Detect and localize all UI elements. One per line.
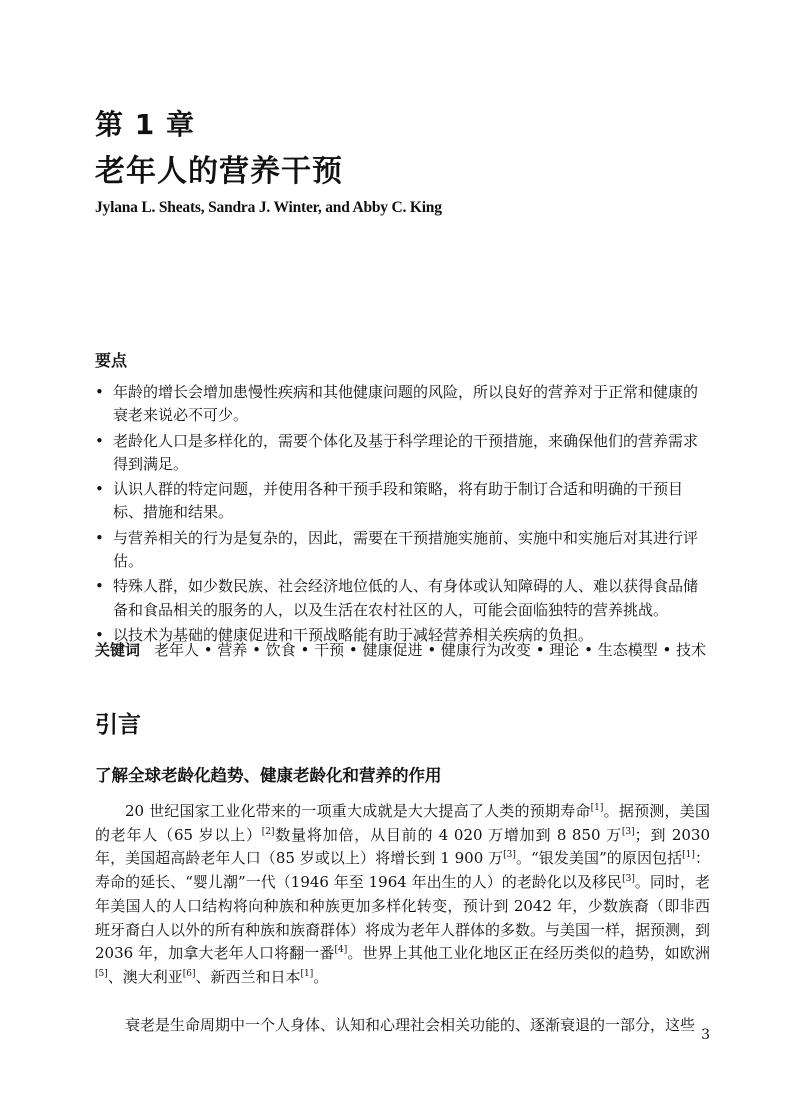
paragraph-text: 、新西兰和日本: [195, 967, 301, 986]
key-point-item: [95, 527, 710, 574]
citation-ref: [4]: [334, 945, 348, 956]
bullet-icon: •: [95, 383, 104, 401]
citation-ref: [1]: [300, 968, 314, 979]
citation-ref: [3]: [622, 874, 635, 885]
paragraph-text: 。据预测，美国的老年人（65 岁以上）: [95, 802, 710, 844]
key-point-item: [95, 575, 710, 622]
page-number: 3: [701, 1027, 710, 1043]
bullet-icon: •: [95, 528, 104, 547]
paragraph-text: 、澳大利亚: [107, 967, 183, 986]
key-point-text: 特殊人群，如少数民族、社会经济地位低的人、有身体或认知障碍的人、难以获得食品储备和食品相关的服务的人，以及生活在农村社区的人，可能会面临独特的营养挑战。: [113, 577, 699, 619]
keywords-label: 关键词: [95, 641, 141, 659]
key-point-text: 年龄的增长会增加患慢性疾病和其他健康问题的风险，所以良好的营养对于正常和健康的衰老来说必不可少。: [113, 383, 699, 425]
paragraph-text: ：寿命的延长、“婴儿潮”一代（1946 年至 1964 年出生的人）的老龄化以及移民: [95, 849, 710, 892]
key-point-item: [95, 478, 710, 525]
key-points-heading: 要点: [95, 351, 128, 370]
citation-ref: [3]: [621, 826, 635, 837]
citation-ref: [6]: [182, 968, 196, 979]
paragraph-text: 。: [313, 967, 329, 986]
chapter-authors: Jylana L. Sheats, Sandra J. Winter, and Abby C. King: [95, 199, 442, 216]
chapter-title: 老年人的营养干预: [95, 154, 343, 189]
chapter-number: 第 1 章: [95, 108, 195, 141]
paragraph-text: 。世界上其他工业化地区正在经历类似的趋势，如欧洲: [347, 944, 710, 963]
key-points-list: [95, 381, 710, 649]
citation-ref: [2]: [261, 826, 275, 837]
paragraph-text: 数量将加倍，从目前的 4 020 万增加到 8 850 万: [274, 825, 622, 844]
key-point-item: [95, 430, 710, 477]
key-point-item: [95, 381, 710, 428]
bullet-icon: •: [95, 577, 104, 596]
bullet-icon: •: [95, 431, 104, 450]
bullet-icon: •: [95, 480, 104, 499]
paragraph-text: 20 世纪国家工业化带来的一项重大成就是大大提高了人类的预期寿命: [125, 802, 591, 820]
citation-ref: [3]: [503, 850, 516, 861]
key-point-text: 与营养相关的行为是复杂的，因此，需要在干预措施实施前、实施中和实施后对其进行评估。: [113, 528, 699, 571]
citation-ref: [1]: [590, 803, 604, 813]
key-point-text: 老龄化人口是多样化的，需要个体化及基于科学理论的干预措施，来确保他们的营养需求得到满足。: [113, 431, 699, 473]
paragraph-text: 。同时，老年美国人的人口结构将向种族和种族更加多样化转变，预计到 2042 年，少数族裔（即非西班牙裔白人以外的所有种族和族裔群体）将成为老年人群体的多数。与美国一样，据预测，到 2036 年，加拿大老年人口将翻一番: [95, 873, 711, 963]
keywords-text: 老年人 • 营养 • 饮食 • 干预 • 健康促进 • 健康行为改变 • 理论 • 生态模型 • 技术: [154, 641, 707, 659]
body-paragraph: 衰老是生命周期中一个人身体、认知和心理社会相关功能的、逐渐衰退的一部分，这些: [125, 1016, 696, 1034]
key-point-text: 认识人群的特定问题，并使用各种干预手段和策略，将有助于制订合适和明确的干预目标、措施和结果。: [113, 480, 684, 522]
keywords-row: [95, 639, 706, 660]
subsection-heading: 了解全球老龄化趋势、健康老龄化和营养的作用: [95, 766, 442, 785]
section-heading: 引言: [95, 712, 141, 738]
bullet-icon: •: [95, 625, 104, 644]
paragraph-text: ；到 2030 年，美国超高龄老年人口（85 岁或以上）将增长到 1 900 万: [95, 825, 710, 868]
key-point-text: 以技术为基础的健康促进和干预战略能有助于减轻营养相关疾病的负担。: [113, 625, 594, 644]
paragraph-text: 。“银发美国”的原因包括: [515, 849, 683, 868]
citation-ref: [1]: [682, 850, 695, 861]
body-paragraph: [95, 800, 710, 990]
citation-ref: [5]: [95, 968, 108, 979]
